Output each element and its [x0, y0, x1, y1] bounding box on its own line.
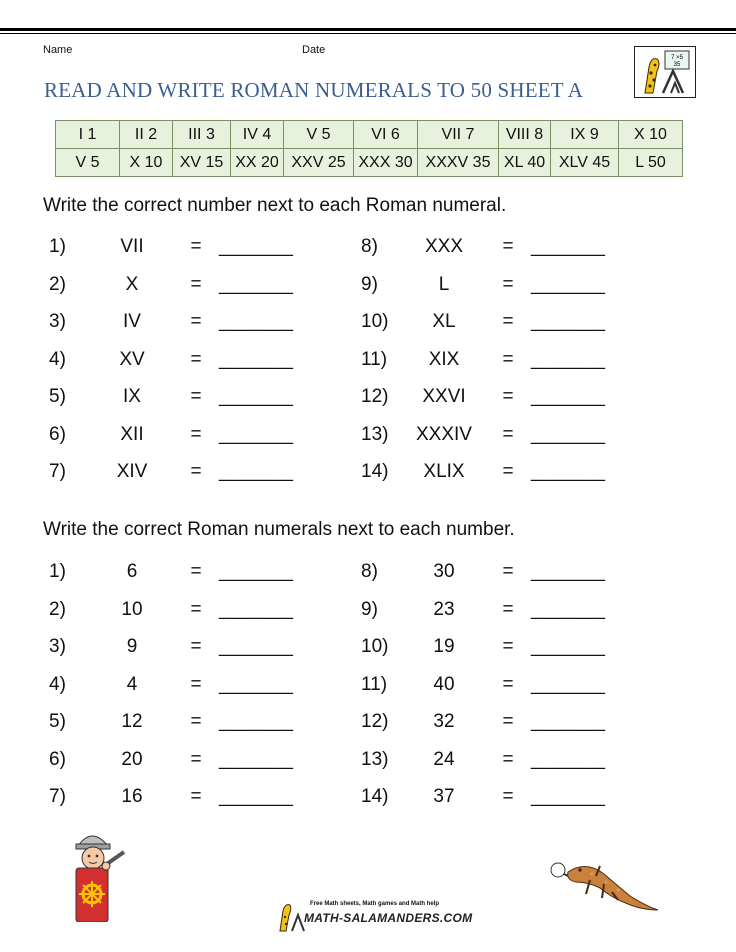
- equals-sign: =: [190, 748, 202, 770]
- equals-sign: =: [502, 461, 514, 482]
- date-label: Date: [302, 44, 326, 56]
- equals-sign: =: [190, 273, 202, 295]
- reference-cell: II 2: [120, 121, 173, 149]
- reference-cell: VIII 8: [499, 121, 551, 149]
- question-value: XIV: [116, 461, 148, 482]
- roman-soldier-icon: [62, 826, 132, 922]
- question-value: XLIX: [423, 461, 465, 482]
- question-number: 3): [49, 636, 66, 657]
- equals-sign: =: [502, 673, 514, 695]
- reference-cell: IV 4: [231, 121, 284, 149]
- salamander-math-logo-icon: [634, 46, 696, 98]
- question-value: 37: [433, 786, 455, 807]
- question-number: 10): [361, 636, 389, 657]
- question-value: IX: [123, 386, 141, 407]
- worksheet-title: READ AND WRITE ROMAN NUMERALS TO 50 SHEET A: [44, 78, 584, 102]
- reference-cell: I 1: [56, 121, 120, 149]
- question-value: XXVI: [422, 386, 466, 407]
- top-rule-thin: [0, 33, 736, 34]
- answer-blank[interactable]: _______: [219, 636, 293, 657]
- reference-cell: X 10: [120, 149, 173, 177]
- question-value: XXX: [424, 236, 464, 257]
- question-number: 13): [361, 423, 389, 445]
- reference-cell: XXV 25: [284, 149, 354, 177]
- answer-blank[interactable]: _______: [531, 711, 605, 732]
- answer-blank[interactable]: _______: [219, 348, 293, 370]
- answer-blank[interactable]: _______: [531, 673, 605, 695]
- question-number: 14): [361, 786, 389, 807]
- question-value: IV: [123, 311, 141, 332]
- question-number: 7): [49, 786, 66, 807]
- reference-row: [56, 121, 683, 149]
- equals-sign: =: [502, 236, 514, 257]
- salamander-icon: [546, 852, 662, 918]
- question-value: 20: [121, 748, 143, 770]
- question-number: 10): [361, 311, 389, 332]
- equals-sign: =: [502, 561, 514, 582]
- question-number: 9): [361, 273, 378, 295]
- question-value: X: [125, 273, 139, 295]
- answer-blank[interactable]: _______: [531, 598, 605, 620]
- footer-tagline: Free Math sheets, Math games and Math help: [310, 901, 440, 907]
- question-value: 30: [433, 561, 455, 582]
- question-value: 4: [126, 673, 138, 695]
- top-rule: [0, 28, 736, 31]
- equals-sign: =: [502, 348, 514, 370]
- question-number: 8): [361, 236, 378, 257]
- question-number: 7): [49, 461, 66, 482]
- question-number: 9): [361, 598, 378, 620]
- section1-instruction: Write the correct number next to each Roman numeral.: [43, 195, 507, 216]
- question-number: 12): [361, 711, 389, 732]
- question-value: 12: [121, 711, 143, 732]
- name-label: Name: [43, 44, 73, 56]
- answer-blank[interactable]: _______: [531, 561, 605, 582]
- question-value: 10: [121, 598, 143, 620]
- answer-blank[interactable]: _______: [219, 236, 293, 257]
- reference-cell: XLV 45: [551, 149, 619, 177]
- equals-sign: =: [502, 311, 514, 332]
- answer-blank[interactable]: _______: [219, 748, 293, 770]
- equals-sign: =: [190, 311, 202, 332]
- question-number: 11): [361, 348, 388, 370]
- reference-cell: V 5: [56, 149, 120, 177]
- answer-blank[interactable]: _______: [531, 311, 605, 332]
- question-value: L: [438, 273, 450, 295]
- question-value: XV: [119, 348, 145, 370]
- question-value: XIX: [428, 348, 460, 370]
- question-number: 6): [49, 423, 66, 445]
- question-number: 5): [49, 711, 66, 732]
- reference-cell: VII 7: [418, 121, 499, 149]
- question-number: 2): [49, 598, 66, 620]
- equals-sign: =: [502, 423, 514, 445]
- answer-blank[interactable]: _______: [219, 561, 293, 582]
- question-number: 8): [361, 561, 378, 582]
- answer-blank[interactable]: _______: [531, 786, 605, 807]
- reference-cell: III 3: [173, 121, 231, 149]
- svg-text:7 ×5: 7 ×5: [671, 55, 683, 61]
- equals-sign: =: [502, 273, 514, 295]
- question-number: 14): [361, 461, 389, 482]
- equals-sign: =: [190, 561, 202, 582]
- answer-blank[interactable]: _______: [219, 386, 293, 407]
- equals-sign: =: [190, 348, 202, 370]
- answer-blank[interactable]: _______: [531, 236, 605, 257]
- question-value: 32: [433, 711, 455, 732]
- question-value: 9: [126, 636, 138, 657]
- question-number: 13): [361, 748, 389, 770]
- equals-sign: =: [190, 786, 202, 807]
- reference-cell: L 50: [619, 149, 683, 177]
- equals-sign: =: [190, 598, 202, 620]
- question-number: 2): [49, 273, 66, 295]
- answer-blank[interactable]: _______: [219, 311, 293, 332]
- question-number: 1): [49, 236, 66, 257]
- answer-blank[interactable]: _______: [531, 636, 605, 657]
- question-value: 23: [433, 598, 455, 620]
- question-value: 16: [121, 786, 143, 807]
- reference-cell: XXX 30: [354, 149, 418, 177]
- answer-blank[interactable]: _______: [531, 748, 605, 770]
- question-value: 24: [433, 748, 455, 770]
- answer-blank[interactable]: _______: [531, 461, 605, 482]
- footer-logo-icon: [276, 897, 306, 933]
- reference-cell: XXXV 35: [418, 149, 499, 177]
- question-number: 11): [361, 673, 388, 695]
- equals-sign: =: [190, 711, 202, 732]
- footer-brand: MATH-SALAMANDERS.COM: [304, 911, 473, 925]
- question-number: 4): [49, 673, 66, 695]
- answer-blank[interactable]: _______: [531, 273, 605, 295]
- section2-instruction: Write the correct Roman numerals next to each number.: [43, 519, 515, 540]
- question-value: XL: [432, 311, 456, 332]
- reference-cell: XX 20: [231, 149, 284, 177]
- question-value: VII: [120, 236, 144, 257]
- reference-cell: IX 9: [551, 121, 619, 149]
- question-number: 12): [361, 386, 389, 407]
- answer-blank[interactable]: _______: [531, 423, 605, 445]
- question-value: 6: [126, 561, 138, 582]
- equals-sign: =: [502, 711, 514, 732]
- equals-sign: =: [502, 636, 514, 657]
- equals-sign: =: [190, 461, 202, 482]
- equals-sign: =: [502, 748, 514, 770]
- reference-cell: V 5: [284, 121, 354, 149]
- equals-sign: =: [190, 236, 202, 257]
- reference-cell: X 10: [619, 121, 683, 149]
- reference-table: [55, 120, 683, 177]
- answer-blank[interactable]: _______: [219, 273, 293, 295]
- question-number: 4): [49, 348, 66, 370]
- equals-sign: =: [502, 386, 514, 407]
- equals-sign: =: [190, 636, 202, 657]
- answer-blank[interactable]: _______: [219, 461, 293, 482]
- question-value: XII: [120, 423, 144, 445]
- svg-text:35: 35: [673, 62, 681, 68]
- reference-cell: XV 15: [173, 149, 231, 177]
- reference-cell: XL 40: [499, 149, 551, 177]
- answer-blank[interactable]: _______: [219, 423, 293, 445]
- answer-blank[interactable]: _______: [531, 348, 605, 370]
- reference-cell: VI 6: [354, 121, 418, 149]
- question-value: 19: [433, 636, 455, 657]
- equals-sign: =: [502, 786, 514, 807]
- equals-sign: =: [190, 423, 202, 445]
- question-number: 1): [49, 561, 66, 582]
- question-number: 3): [49, 311, 66, 332]
- question-value: XXXIV: [416, 423, 472, 445]
- equals-sign: =: [502, 598, 514, 620]
- answer-blank[interactable]: _______: [219, 598, 293, 620]
- question-number: 6): [49, 748, 66, 770]
- answer-blank[interactable]: _______: [531, 386, 605, 407]
- reference-row: [56, 149, 683, 177]
- equals-sign: =: [190, 673, 202, 695]
- question-number: 5): [49, 386, 66, 407]
- equals-sign: =: [190, 386, 202, 407]
- answer-blank[interactable]: _______: [219, 673, 293, 695]
- answer-blank[interactable]: _______: [219, 711, 293, 732]
- question-value: 40: [433, 673, 455, 695]
- answer-blank[interactable]: _______: [219, 786, 293, 807]
